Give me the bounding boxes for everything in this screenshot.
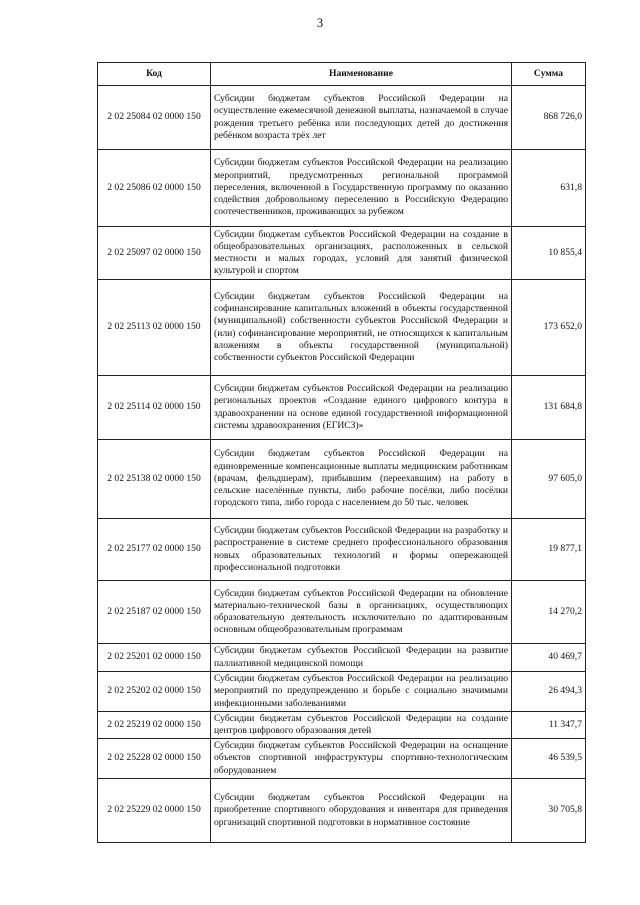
row-name: Субсидии бюджетам субъектов Российской Федерации на оснащение объектов спортивной инфраструктуры спортивно-технологическим оборудованием — [211, 739, 512, 779]
row-name: Субсидии бюджетам субъектов Российской Федерации на софинансирование капитальных вложений в объекты государственной (муниципальной) собственности субъектов Российской Федерации и (или) софинансирование мероприятий, не относящихся к капитальным вложениям в объекты государственной (муниципальной) собственности субъектов Российской Федерации — [211, 280, 512, 376]
table-row — [98, 280, 586, 376]
row-name: Субсидии бюджетам субъектов Российской Федерации на реализацию мероприятий по предупреждению и борьбе с социально значимыми инфекционными заболеваниями — [211, 672, 512, 712]
row-name: Субсидии бюджетам субъектов Российской Федерации на создание в общеобразовательных организациях, расположенных в сельской местности и малых городах, условий для занятий физической культурой и спортом — [211, 227, 512, 280]
row-sum: 14 270,2 — [512, 581, 586, 644]
row-name: Субсидии бюджетам субъектов Российской Федерации на создание центров цифрового образования детей — [211, 712, 512, 739]
row-sum: 30 705,8 — [512, 779, 586, 843]
row-name: Субсидии бюджетам субъектов Российской Федерации на единовременные компенсационные выплаты медицинским работникам (врачам, фельдшерам), прибывшим (переехавшим) на работу в сельские населённые пункты, либо рабочие посёлки, либо посёлки городского типа, либо города с населением до 50 тыс. человек — [211, 440, 512, 519]
row-code: 2 02 25114 02 0000 150 — [98, 376, 211, 440]
row-code: 2 02 25228 02 0000 150 — [98, 739, 211, 779]
row-name: Субсидии бюджетам субъектов Российской Федерации на обновление материально-технической базы в организациях, осуществляющих образовательную деятельность исключительно по адаптированным основным общеобразовательным программам — [211, 581, 512, 644]
row-sum: 11 347,7 — [512, 712, 586, 739]
row-sum: 631,8 — [512, 150, 586, 227]
row-sum: 131 684,8 — [512, 376, 586, 440]
page-number: 3 — [316, 16, 324, 30]
table-row — [98, 644, 586, 672]
table-row — [98, 519, 586, 581]
table-row — [98, 150, 586, 227]
row-code: 2 02 25113 02 0000 150 — [98, 280, 211, 376]
row-code: 2 02 25187 02 0000 150 — [98, 581, 211, 644]
table-row — [98, 672, 586, 712]
row-name: Субсидии бюджетам субъектов Российской Федерации на реализацию региональных проектов «Создание единого цифрового контура в здравоохранении на основе единой государственной информационной системы здравоохранения (ЕГИСЗ)» — [211, 376, 512, 440]
row-code: 2 02 25201 02 0000 150 — [98, 644, 211, 672]
row-sum: 173 652,0 — [512, 280, 586, 376]
row-sum: 19 877,1 — [512, 519, 586, 581]
table-row — [98, 712, 586, 739]
table-header-row — [98, 63, 586, 86]
row-sum: 10 855,4 — [512, 227, 586, 280]
row-code: 2 02 25202 02 0000 150 — [98, 672, 211, 712]
row-sum: 26 494,3 — [512, 672, 586, 712]
table-row — [98, 440, 586, 519]
row-code: 2 02 25086 02 0000 150 — [98, 150, 211, 227]
table-row — [98, 779, 586, 843]
budget-table — [97, 62, 586, 843]
row-name: Субсидии бюджетам субъектов Российской Федерации на реализацию мероприятий, предусмотренных региональной программой переселения, включенной в Государственную программу по оказанию содействия добровольному переселению в Российскую Федерацию соотечественников, проживающих за рубежом — [211, 150, 512, 227]
row-sum: 97 605,0 — [512, 440, 586, 519]
row-code: 2 02 25138 02 0000 150 — [98, 440, 211, 519]
row-code: 2 02 25084 02 0000 150 — [98, 86, 211, 150]
row-name: Субсидии бюджетам субъектов Российской Федерации на приобретение спортивного оборудования и инвентаря для приведения организаций спортивной подготовки в нормативное состояние — [211, 779, 512, 843]
row-code: 2 02 25229 02 0000 150 — [98, 779, 211, 843]
row-sum: 46 539,5 — [512, 739, 586, 779]
table-row — [98, 227, 586, 280]
header-code: Код — [98, 63, 211, 86]
row-sum: 868 726,0 — [512, 86, 586, 150]
row-code: 2 02 25097 02 0000 150 — [98, 227, 211, 280]
header-name: Наименование — [211, 63, 512, 86]
table-row — [98, 581, 586, 644]
row-code: 2 02 25219 02 0000 150 — [98, 712, 211, 739]
row-code: 2 02 25177 02 0000 150 — [98, 519, 211, 581]
table-row — [98, 739, 586, 779]
row-sum: 40 469,7 — [512, 644, 586, 672]
row-name: Субсидии бюджетам субъектов Российской Федерации на осуществление ежемесячной денежной выплаты, назначаемой в случае рождения третьего ребёнка или последующих детей до достижения ребёнком возраста трёх лет — [211, 86, 512, 150]
row-name: Субсидии бюджетам субъектов Российской Федерации на разработку и распространение в системе среднего профессионального образования новых образовательных технологий и формы опережающей профессиональной подготовки — [211, 519, 512, 581]
row-name: Субсидии бюджетам субъектов Российской Федерации на развитие паллиативной медицинской помощи — [211, 644, 512, 672]
table-row — [98, 376, 586, 440]
table-row — [98, 86, 586, 150]
header-sum: Сумма — [512, 63, 586, 86]
